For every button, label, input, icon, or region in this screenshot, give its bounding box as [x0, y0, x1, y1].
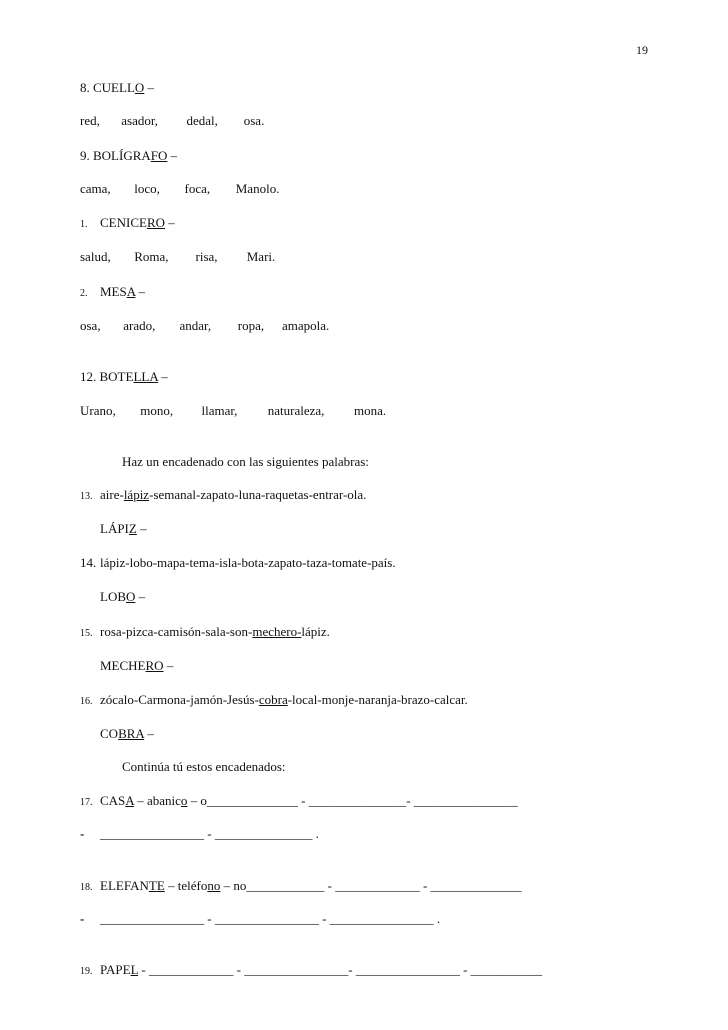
item-heading-8 [80, 80, 154, 96]
chain-text-underlined: o [180, 793, 188, 808]
answer-label-underlined: RO [145, 658, 164, 673]
word-list-9 [80, 181, 279, 197]
item-label-dash: – [165, 215, 175, 230]
chain-start: ELEFAN [100, 878, 149, 893]
item-label-dash: – [167, 148, 178, 163]
item-number: 15. [80, 628, 93, 639]
word-list-1 [80, 249, 275, 265]
continue-18 [80, 878, 522, 896]
chain-text-underlined: no [207, 878, 221, 893]
continue-19 [80, 962, 542, 980]
item-number: 19. [80, 966, 93, 977]
continue-17 [80, 793, 518, 811]
answer-blanks: ________________ - _______________ . [100, 826, 319, 841]
word: foca, [184, 181, 211, 196]
item-heading-12 [80, 369, 168, 385]
word: mona. [354, 403, 387, 418]
word-list-8 [80, 113, 264, 129]
item-number: 16. [80, 696, 93, 707]
answer-label-underlined: Z [128, 521, 137, 536]
answer-blanks: – no____________ - _____________ - ______________ [220, 878, 522, 893]
item-heading-9 [80, 148, 177, 164]
item-label: 9. BOLÍGRA [80, 148, 151, 163]
answer-label-underlined: O [126, 589, 136, 604]
word: asador, [121, 113, 158, 128]
word: Roma, [134, 249, 169, 264]
chain-start: PAPE [100, 962, 131, 977]
item-label: MES [100, 284, 127, 299]
word: arado, [123, 318, 156, 333]
answer-label: MECHE [100, 658, 146, 673]
answer-label: LÁPI [100, 521, 129, 536]
chain-start-underlined: L [130, 962, 139, 977]
continue-17-line2 [80, 826, 319, 842]
chain-text-underlined: lápiz [123, 487, 150, 502]
item-number: 17. [80, 797, 93, 808]
chain-15 [80, 624, 330, 642]
answer-blanks: - _____________ - ________________- ________________ - ___________ [138, 962, 543, 977]
word: Mari. [246, 249, 276, 264]
bullet-dash: - [80, 911, 85, 926]
chain-14 [80, 555, 396, 571]
chain-text: -local-monje-naranja-brazo-calcar. [287, 692, 468, 707]
chain-text: – abanic [133, 793, 181, 808]
word: ropa, [237, 318, 265, 333]
word: cama, [80, 181, 111, 196]
item-label-underlined: O [134, 80, 145, 95]
chain-text: rosa-pizca-camisón-sala-son- [100, 624, 253, 639]
item-heading-2 [80, 284, 145, 302]
item-number: 18. [80, 882, 93, 893]
chain-answer-15 [100, 658, 173, 674]
item-number: 13. [80, 491, 93, 502]
answer-label: CO [100, 726, 119, 741]
word: Manolo. [235, 181, 280, 196]
answer-blanks: – o______________ - _______________- ________________ [187, 793, 518, 808]
word: risa, [195, 249, 218, 264]
item-label-underlined: RO [146, 215, 166, 230]
answer-dash: – [136, 521, 147, 536]
chain-start-underlined: TE [148, 878, 165, 893]
chain-text: zócalo-Carmona-jamón-Jesús- [100, 692, 259, 707]
chain-13 [80, 487, 366, 505]
item-label: CENICE [100, 215, 147, 230]
chain-text: -semanal-zapato-luna-raquetas-entrar-ola. [149, 487, 367, 502]
item-label-dash: – [144, 80, 155, 95]
item-heading-1 [80, 215, 175, 233]
chain-text: lápiz. [301, 624, 330, 639]
answer-blanks: ________________ - ________________ - ________________ . [100, 911, 441, 926]
item-number: 2. [80, 288, 88, 299]
answer-label-underlined: BRA [118, 726, 145, 741]
item-number: 14. [80, 555, 97, 570]
chain-answer-16 [100, 726, 154, 742]
word: salud, [80, 249, 111, 264]
item-label-dash: – [158, 369, 168, 384]
word: Urano, [80, 403, 116, 418]
chain-text-underlined: mechero- [252, 624, 302, 639]
word: naturaleza, [267, 403, 325, 418]
word-list-12 [80, 403, 386, 419]
item-label-underlined: A [126, 284, 136, 299]
chain-text: – teléfo [164, 878, 208, 893]
item-label: 12. BOTE [80, 369, 134, 384]
word: amapola. [282, 318, 330, 333]
answer-label: LOB [100, 589, 126, 604]
chain-start: CAS [100, 793, 126, 808]
item-label-underlined: LLA [133, 369, 159, 384]
chain-16 [80, 692, 468, 710]
instruction-continue: Continúa tú estos encadenados: [122, 759, 286, 774]
chain-answer-13 [100, 521, 147, 537]
chain-text: lápiz-lobo-mapa-tema-isla-bota-zapato-taza-tomate-país. [100, 555, 396, 570]
answer-dash: – [135, 589, 146, 604]
chain-text: aire- [100, 487, 124, 502]
word: loco, [134, 181, 160, 196]
chain-start-underlined: A [125, 793, 134, 808]
item-label-underlined: FO [150, 148, 168, 163]
word: osa. [243, 113, 265, 128]
answer-dash: – [144, 726, 154, 741]
item-label: 8. CUELL [80, 80, 135, 95]
word: andar, [179, 318, 212, 333]
chain-answer-14 [100, 589, 145, 605]
word: red, [80, 113, 100, 128]
word: dedal, [186, 113, 218, 128]
word: llamar, [201, 403, 238, 418]
answer-dash: – [163, 658, 174, 673]
word: mono, [140, 403, 174, 418]
word-list-2 [80, 318, 329, 334]
page-number: 19 [636, 43, 648, 57]
continue-18-line2 [80, 911, 440, 927]
word: osa, [80, 318, 101, 333]
chain-text-underlined: cobra [258, 692, 288, 707]
item-label-dash: – [135, 284, 146, 299]
bullet-dash: - [80, 826, 85, 841]
instruction-chain: Haz un encadenado con las siguientes palabras: [122, 454, 369, 469]
item-number: 1. [80, 219, 88, 230]
